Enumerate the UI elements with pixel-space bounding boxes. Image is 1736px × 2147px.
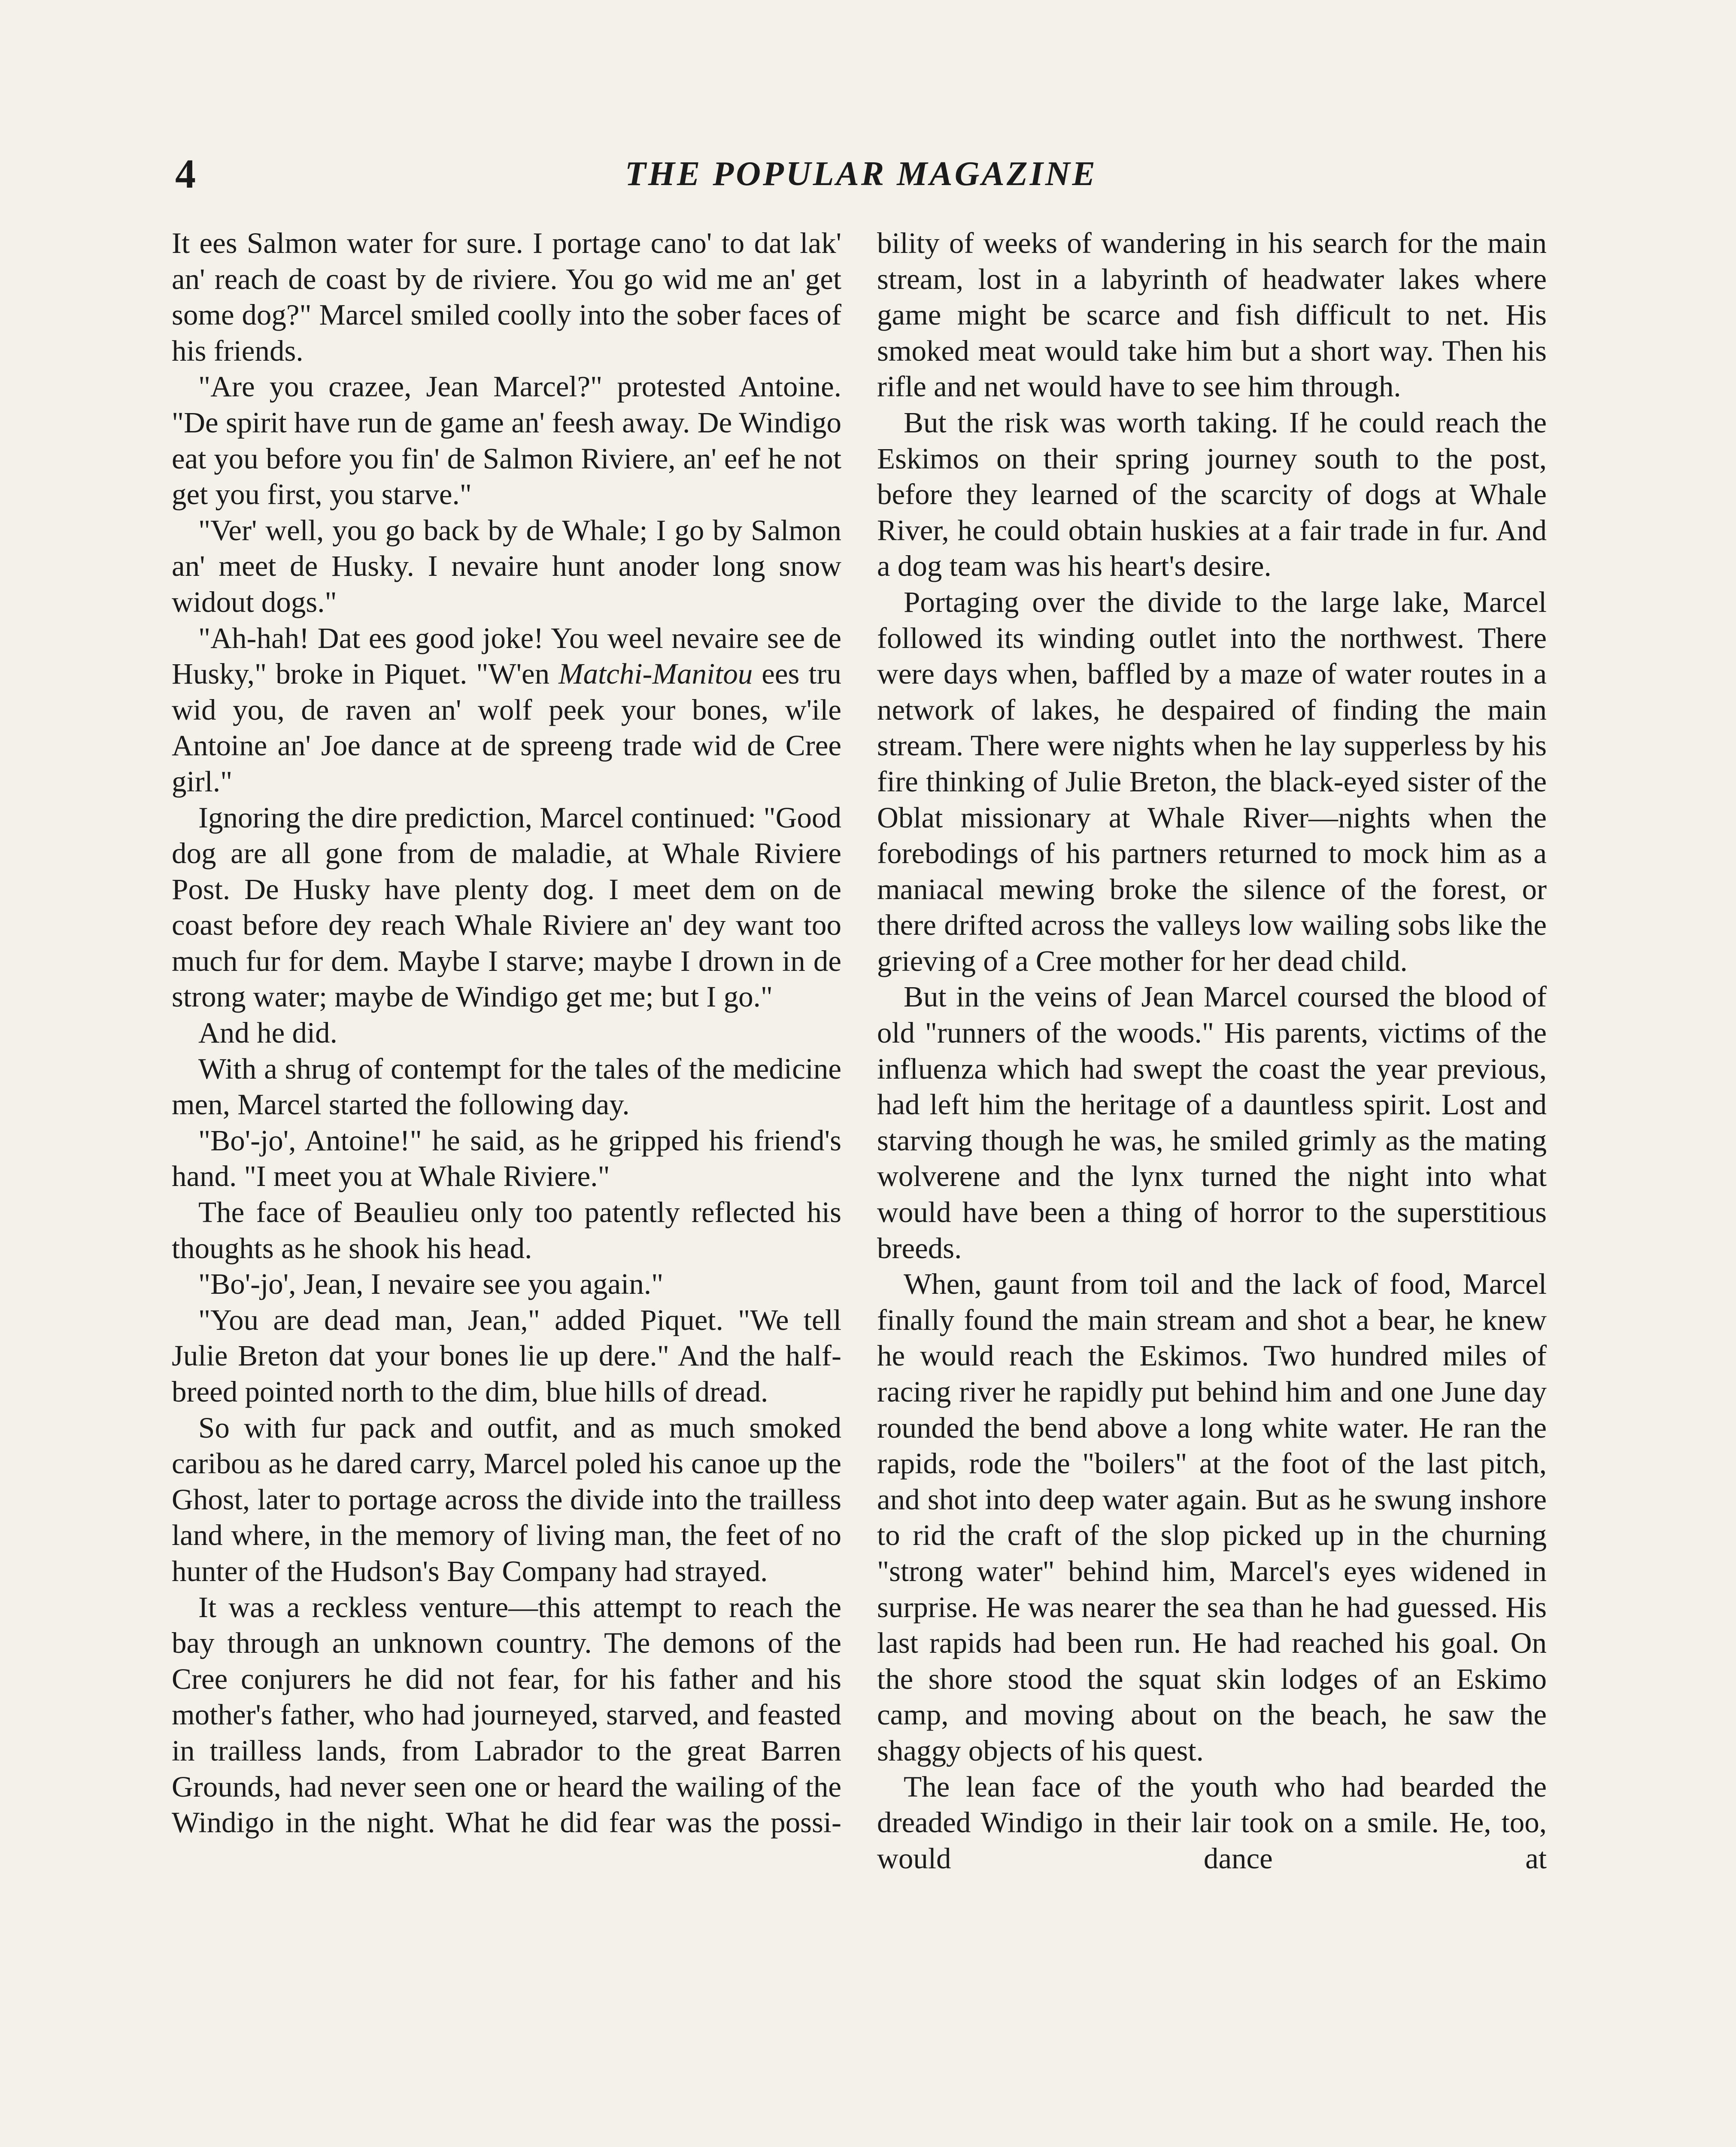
magazine-title: THE POPULAR MAGAZINE [625,155,1098,193]
paragraph: But the risk was worth taking. If he could reach the Eskimos on their spring journey south to the post, before they learned of the scarcity of dogs at Whale River, he could obtain huskies at a fair trade in fur. And a dog team was his heart's desire. [877,406,1547,583]
quote-emphasis: Matchi-Manitou [558,657,753,690]
page-header [175,148,1547,200]
paragraph: And he did. [198,1016,337,1049]
paragraph: With a shrug of contempt for the tales of the medicine men, Marcel started the following day. [172,1052,841,1121]
page-number: 4 [175,151,196,197]
paragraph: The face of Beaulieu only too patently reflected his thoughts as he shook his head. [172,1196,841,1265]
paragraph: It was a reckless venture—this attempt to reach the bay through an unknown country. The demons of the Cree conjurers he did not fear, for his father and his mother's father, who had journeyed, starved, and feasted in trailless lands, from Labrador to the great Barren Grounds, had never seen one or heard the wailing of the Windigo in the night. What he did fear was the possi- [172,1590,841,1839]
left-column [172,225,841,1841]
paragraph: "You are dead man, Jean," added Piquet. "We tell Julie Breton dat your bones lie up dere." And the half-breed pointed north to the dim, blue hills of dread. [172,1303,841,1408]
paragraph: bility of weeks of wandering in his search for the main stream, lost in a labyrinth of headwater lakes where game might be scarce and fish difficult to net. His smoked meat would take him but a short way. Then his rifle and net would have to see him through. [877,227,1547,403]
paragraph: So with fur pack and outfit, and as much smoked caribou as he dared carry, Marcel poled his canoe up the Ghost, later to portage across the divide into the trailless land where, in the memory of living man, the feet of no hunter of the Hudson's Bay Company had strayed. [172,1411,841,1587]
paragraph: When, gaunt from toil and the lack of food, Marcel finally found the main stream and shot a bear, he knew he would reach the Eskimos. Two hundred miles of racing river he rapidly put behind him and one June day rounded the bend above a long white water. He ran the rapids, rode the "boilers" at the foot of the last pitch, and shot into deep water again. But as he swung inshore to rid the craft of the slop picked up in the churning "strong water" behind him, Marcel's eyes widened in surprise. He was nearer the sea than he had guessed. His last rapids had been run. He had reached his goal. On the shore stood the squat skin lodges of an Eskimo camp, and moving about on the beach, he saw the shaggy objects of his quest. [877,1268,1547,1767]
paragraph: "Are you crazee, Jean Marcel?" protested Antoine. "De spirit have run de game an' feesh away. De Windigo eat you before you fin' de Salmon Riviere, an' eef he not get you first, you starve." [172,370,841,511]
paragraph: The lean face of the youth who had bearded the dreaded Windigo in their lair took on a smile. He, too, would dance at [877,1770,1547,1875]
paragraph: Ignoring the dire prediction, Marcel continued: "Good dog are all gone from de maladie, at Whale Riviere Post. De Husky have plenty dog. I meet dem on de coast before dey reach Whale Riviere an' dey want too much fur for dem. Maybe I starve; maybe I drown in de strong water; maybe de Windigo get me; but I go." [172,801,841,1013]
paragraph: Portaging over the divide to the large lake, Marcel followed its winding outlet into the northwest. There were days when, baffled by a maze of water routes in a network of lakes, he despaired of finding the main stream. There were nights when he lay supperless by his fire thinking of Julie Breton, the black-eyed sister of the Oblat missionary at Whale River—nights when the forebodings of his partners returned to mock him as a maniacal mewing broke the silence of the forest, or there drifted across the valleys low wailing sobs like the grieving of a Cree mother for her dead child. [877,585,1547,977]
paragraph [172,620,841,800]
paragraph: "Bo'-jo', Antoine!" he said, as he gripped his friend's hand. "I meet you at Whale Riviere." [172,1124,841,1193]
paragraph: "Ver' well, you go back by de Whale; I go by Salmon an' meet de Husky. I nevaire hunt anoder long snow widout dogs." [172,514,841,618]
quote-before: "W'en [476,657,559,690]
right-column [877,225,1547,1876]
paragraph-text: "Ah-hah! Dat ees good joke! You weel nevaire see de Husky," broke in Piquet. [172,621,841,690]
paragraph: It ees Salmon water for sure. I portage cano' to dat lak' an' reach de coast by de riviere. You go wid me an' get some dog?" Marcel smiled coolly into the sober faces of his friends. [172,227,841,367]
paragraph: "Bo'-jo', Jean, I nevaire see you again." [198,1268,664,1301]
quote-after: ees tru wid you, de raven an' wolf peek your bones, w'ile Antoine an' Joe dance at de spreeng trade wid de Cree girl." [172,657,841,798]
paragraph: But in the veins of Jean Marcel coursed the blood of old "runners of the woods." His parents, victims of the influenza which had swept the coast the year previous, had left him the heritage of a dauntless spirit. Lost and starving though he was, he smiled grimly as the mating wolverene and the lynx turned the night into what would have been a thing of horror to the superstitious breeds. [877,980,1547,1265]
